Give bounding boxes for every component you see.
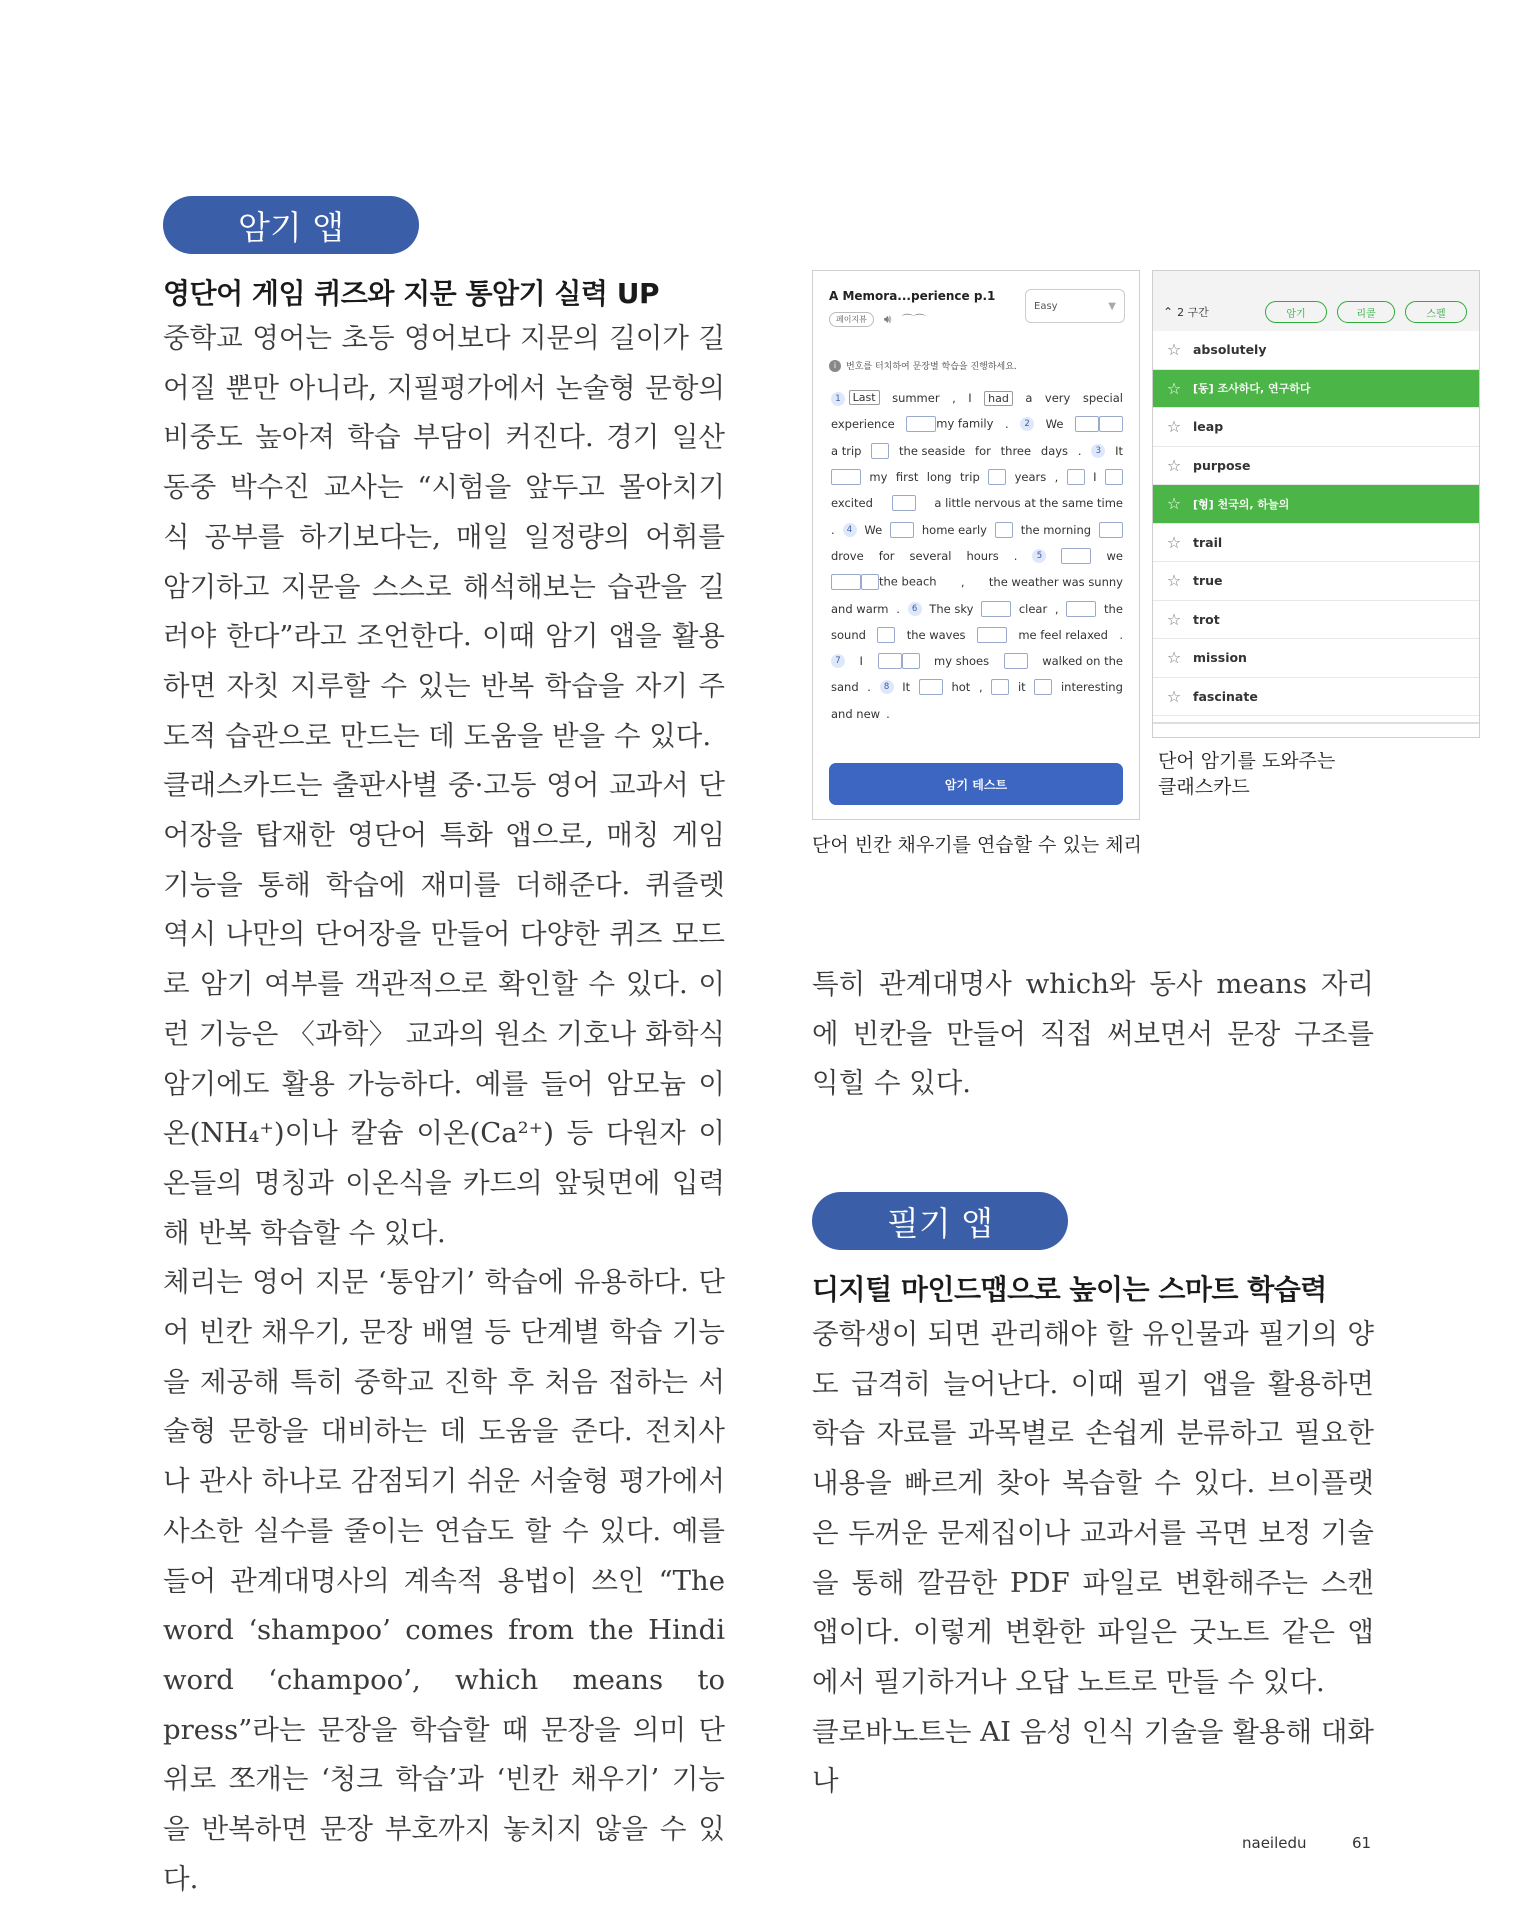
paragraph: 중학생이 되면 관리해야 할 유인물과 필기의 양도 급격히 늘어난다. 이때 필기 앱을 활용하면 학습 자료를 과목별로 손쉽게 분류하고 필요한 내용을 빠르게 찾아 복습할 수 있다. 브이플랫은 두꺼운 문제집이나 교과서를 곡면 보정 기술을 통해 깔끔한 PDF 파일로 변환해주는 스캔 앱이다. 이렇게 변환한 파일은 굿노트 같은 앱에서 필기하거나 오답 노트로 만들 수 있다.: [812, 1318, 1374, 1698]
answer-blank[interactable]: [995, 522, 1013, 538]
star-icon[interactable]: ☆: [1166, 378, 1182, 398]
classcard-section-header: [1153, 293, 1479, 331]
speaker-icon[interactable]: 🔊︎: [883, 312, 892, 326]
sentence-number[interactable]: 1: [831, 392, 845, 406]
memorize-test-button[interactable]: 암기 테스트: [829, 763, 1123, 805]
word-list-item[interactable]: [1153, 524, 1479, 563]
quiz-line: 1 Last summer , I had a very special: [831, 385, 1123, 411]
section-pill-notes: [812, 1192, 1068, 1250]
quiz-line: excited a little nervous at the same time: [831, 496, 1123, 511]
footer-brand: naeiledu: [1242, 1834, 1307, 1852]
answer-blank[interactable]: [890, 522, 914, 538]
level-select[interactable]: [1025, 289, 1125, 323]
word-list-item-text: trail: [1193, 534, 1223, 550]
paragraph: 클로바노트는 AI 음성 인식 기술을 활용해 대화나: [812, 1715, 1374, 1798]
answer-blank[interactable]: [1067, 469, 1085, 485]
tab-spell[interactable]: 스펠: [1405, 301, 1467, 323]
filled-answer[interactable]: had: [984, 391, 1013, 406]
section-label: 2 구간: [1177, 306, 1209, 319]
sentence-number[interactable]: 6: [908, 602, 922, 616]
answer-blank[interactable]: [831, 574, 861, 590]
paragraph: 특히 관계대명사 which와 동사 means 자리에 빈칸을 만들어 직접 써보면서 문장 구조를 익힐 수 있다.: [812, 968, 1374, 1100]
word-list-item[interactable]: [1153, 562, 1479, 601]
info-icon: i: [829, 360, 841, 372]
answer-blank[interactable]: [1075, 416, 1099, 432]
paragraph: 중학교 영어는 초등 영어보다 지문의 길이가 길어질 뿐만 아니라, 지필평가에서 논술형 문항의 비중도 높아져 학습 부담이 커진다. 경기 일산동중 박수진 교사는 “시험을 앞두고 몰아치기식 공부를 하기보다는, 매일 일정량의 어휘를 암기하고 지문을 스스로 해석해보는 습관을 길러야 한다”라고 조언한다. 이때 암기 앱을 활용하면 자칫 지루할 수 있는 반복 학습을 자기 주도적 습관으로 만드는 데 도움을 받을 수 있다.: [163, 322, 725, 752]
quiz-line: the beach , the weather was sunny: [831, 569, 1123, 595]
chevron-down-icon: ▼: [1108, 300, 1116, 312]
quiz-line: experience my family . 2 We: [831, 411, 1123, 437]
answer-blank[interactable]: [991, 679, 1009, 695]
star-icon[interactable]: ☆: [1166, 455, 1182, 475]
answer-blank[interactable]: [1099, 522, 1123, 538]
quiz-line: and new .: [831, 706, 890, 721]
quiz-line: sand . 8 It hot , it interesting: [831, 680, 1123, 695]
instruction: i 번호를 터치하여 문장별 학습을 진행하세요.: [829, 359, 1017, 372]
section-pill-label: 필기 앱: [886, 1203, 994, 1243]
word-list-item[interactable]: [1153, 678, 1479, 717]
word-list-item-text: fascinate: [1193, 688, 1258, 704]
answer-blank[interactable]: [861, 574, 879, 590]
article-left-column: [163, 314, 725, 1905]
word-list-item[interactable]: [1153, 601, 1479, 640]
figure-caption-cherry: 단어 빈칸 채우기를 연습할 수 있는 체리: [812, 834, 1142, 856]
quiz-line: . 4 We home early the morning: [831, 516, 1123, 542]
quiz-passage: [831, 385, 1123, 727]
quiz-line: 7 I my shoes walked on the: [831, 648, 1123, 674]
answer-blank[interactable]: [1066, 601, 1096, 617]
star-icon[interactable]: ☆: [1166, 571, 1182, 591]
sentence-number[interactable]: 5: [1032, 549, 1046, 563]
word-list-item[interactable]: [1153, 447, 1479, 486]
answer-blank[interactable]: [871, 443, 889, 459]
section-pill-memorize: [163, 196, 419, 254]
answer-blank[interactable]: [878, 653, 902, 669]
section-heading-memorize: 영단어 게임 퀴즈와 지문 통암기 실력 UP: [163, 277, 659, 310]
answer-blank[interactable]: [981, 601, 1011, 617]
word-list-item[interactable]: [1153, 408, 1479, 447]
answer-blank[interactable]: [902, 653, 920, 669]
word-list-item[interactable]: [1153, 639, 1479, 678]
word-list-item-text: purpose: [1193, 457, 1251, 473]
answer-blank[interactable]: [1099, 416, 1123, 432]
section-pill-label: 암기 앱: [237, 207, 345, 247]
word-list-item[interactable]: [1153, 331, 1479, 370]
answer-blank[interactable]: [906, 416, 936, 432]
answer-blank[interactable]: [892, 495, 916, 511]
chevron-up-icon[interactable]: ⌃: [1163, 305, 1174, 319]
answer-blank[interactable]: [988, 469, 1006, 485]
star-icon[interactable]: ☆: [1166, 532, 1182, 552]
star-icon[interactable]: ☆: [1166, 340, 1182, 360]
figure-caption-classcard: 단어 암기를 도와주는 클래스카드: [1158, 750, 1336, 798]
answer-blank[interactable]: [977, 627, 1007, 643]
sentence-number[interactable]: 8: [880, 680, 894, 694]
sentence-number[interactable]: 4: [843, 523, 857, 537]
word-list-item-text: absolutely: [1193, 342, 1267, 358]
paragraph: 클래스카드는 출판사별 중·고등 영어 교과서 단어장을 탑재한 영단어 특화 앱으로, 매칭 게임 기능을 통해 학습에 재미를 더해준다. 퀴즐렛 역시 나만의 단어장을 만들어 다양한 퀴즈 모드로 암기 여부를 객관적으로 확인할 수 있다. 이런 기능은 〈과학〉 교과의 원소 기호나 화학식 암기에도 활용 가능하다. 예를 들어 암모늄 이온(NH₄⁺)이나 칼슘 이온(Ca²⁺) 등 다원자 이온들의 명칭과 이온식을 카드의 앞뒷면에 입력해 반복 학습할 수 있다.: [163, 769, 725, 1249]
sentence-number[interactable]: 7: [831, 654, 845, 668]
quiz-line: sound the waves me feel relaxed .: [831, 627, 1123, 642]
quiz-title: A Memora...perience p.1: [829, 289, 996, 303]
word-list-item-text: [형] 천국의, 하늘의: [1193, 497, 1290, 511]
page-number: 61: [1352, 1834, 1372, 1852]
section-heading-notes: 디지털 마인드맵으로 높이는 스마트 학습력: [812, 1273, 1327, 1306]
quiz-line: drove for several hours . 5 we: [831, 548, 1123, 563]
answer-blank[interactable]: [1105, 469, 1123, 485]
classcard-app-screenshot: [1152, 270, 1480, 738]
tab-memorize[interactable]: 암기: [1265, 301, 1327, 323]
sentence-number[interactable]: 2: [1020, 417, 1034, 431]
answer-blank[interactable]: [1061, 548, 1091, 564]
article-right-top: [812, 960, 1374, 1109]
answer-blank[interactable]: [1034, 679, 1052, 695]
level-select-value: Easy: [1034, 300, 1058, 312]
word-list-item-text: [동] 조사하다, 연구하다: [1193, 382, 1311, 396]
word-list-item[interactable]: [1153, 485, 1479, 524]
answer-blank[interactable]: [919, 679, 943, 695]
glasses-icon[interactable]: ⌒⌒: [901, 313, 926, 327]
star-icon[interactable]: ☆: [1166, 648, 1182, 668]
page-view-chip[interactable]: 페이지뷰: [829, 312, 874, 327]
star-icon[interactable]: ☆: [1166, 686, 1182, 706]
cherry-app-screenshot: [812, 270, 1140, 820]
article-right-column: [812, 1310, 1374, 1807]
word-list-item-text: true: [1193, 573, 1223, 589]
word-list-item-text: leap: [1193, 419, 1224, 435]
quiz-line: my first long trip years , I: [831, 464, 1123, 490]
quiz-line: and warm . 6 The sky clear , the: [831, 601, 1123, 616]
answer-blank[interactable]: [877, 627, 895, 643]
word-list-item[interactable]: [1153, 370, 1479, 409]
answer-blank[interactable]: [1004, 653, 1028, 669]
quiz-line: a trip the seaside for three days . 3 It: [831, 443, 1123, 458]
tab-recall[interactable]: 리콜: [1337, 301, 1395, 323]
word-list: [1153, 331, 1479, 716]
sentence-number[interactable]: 3: [1091, 444, 1105, 458]
star-icon[interactable]: ☆: [1166, 494, 1182, 514]
paragraph: 체리는 영어 지문 ‘통암기’ 학습에 유용하다. 단어 빈칸 채우기, 문장 배열 등 단계별 학습 기능을 제공해 특히 중학교 진학 후 처음 접하는 서술형 문항을 대비하는 데 도움을 준다. 전치사나 관사 하나로 감점되기 쉬운 서술형 평가에서 사소한 실수를 줄이는 연습도 할 수 있다. 예를 들어 관계대명사의 계속적 용법이 쓰인 “The word ‘shampoo’ comes from the Hindi word ‘champoo’, which means to press”라는 문장을 학습할 때 문장을 의미 단위로 쪼개는 ‘청크 학습’과 ‘빈칸 채우기’ 기능을 반복하면 문장 부호까지 놓치지 않을 수 있다.: [163, 1266, 725, 1895]
word-list-item-text: mission: [1193, 650, 1247, 666]
word-list-item-text: trot: [1193, 611, 1220, 627]
star-icon[interactable]: ☆: [1166, 609, 1182, 629]
answer-blank[interactable]: [831, 469, 861, 485]
filled-answer[interactable]: Last: [849, 390, 880, 405]
star-icon[interactable]: ☆: [1166, 417, 1182, 437]
